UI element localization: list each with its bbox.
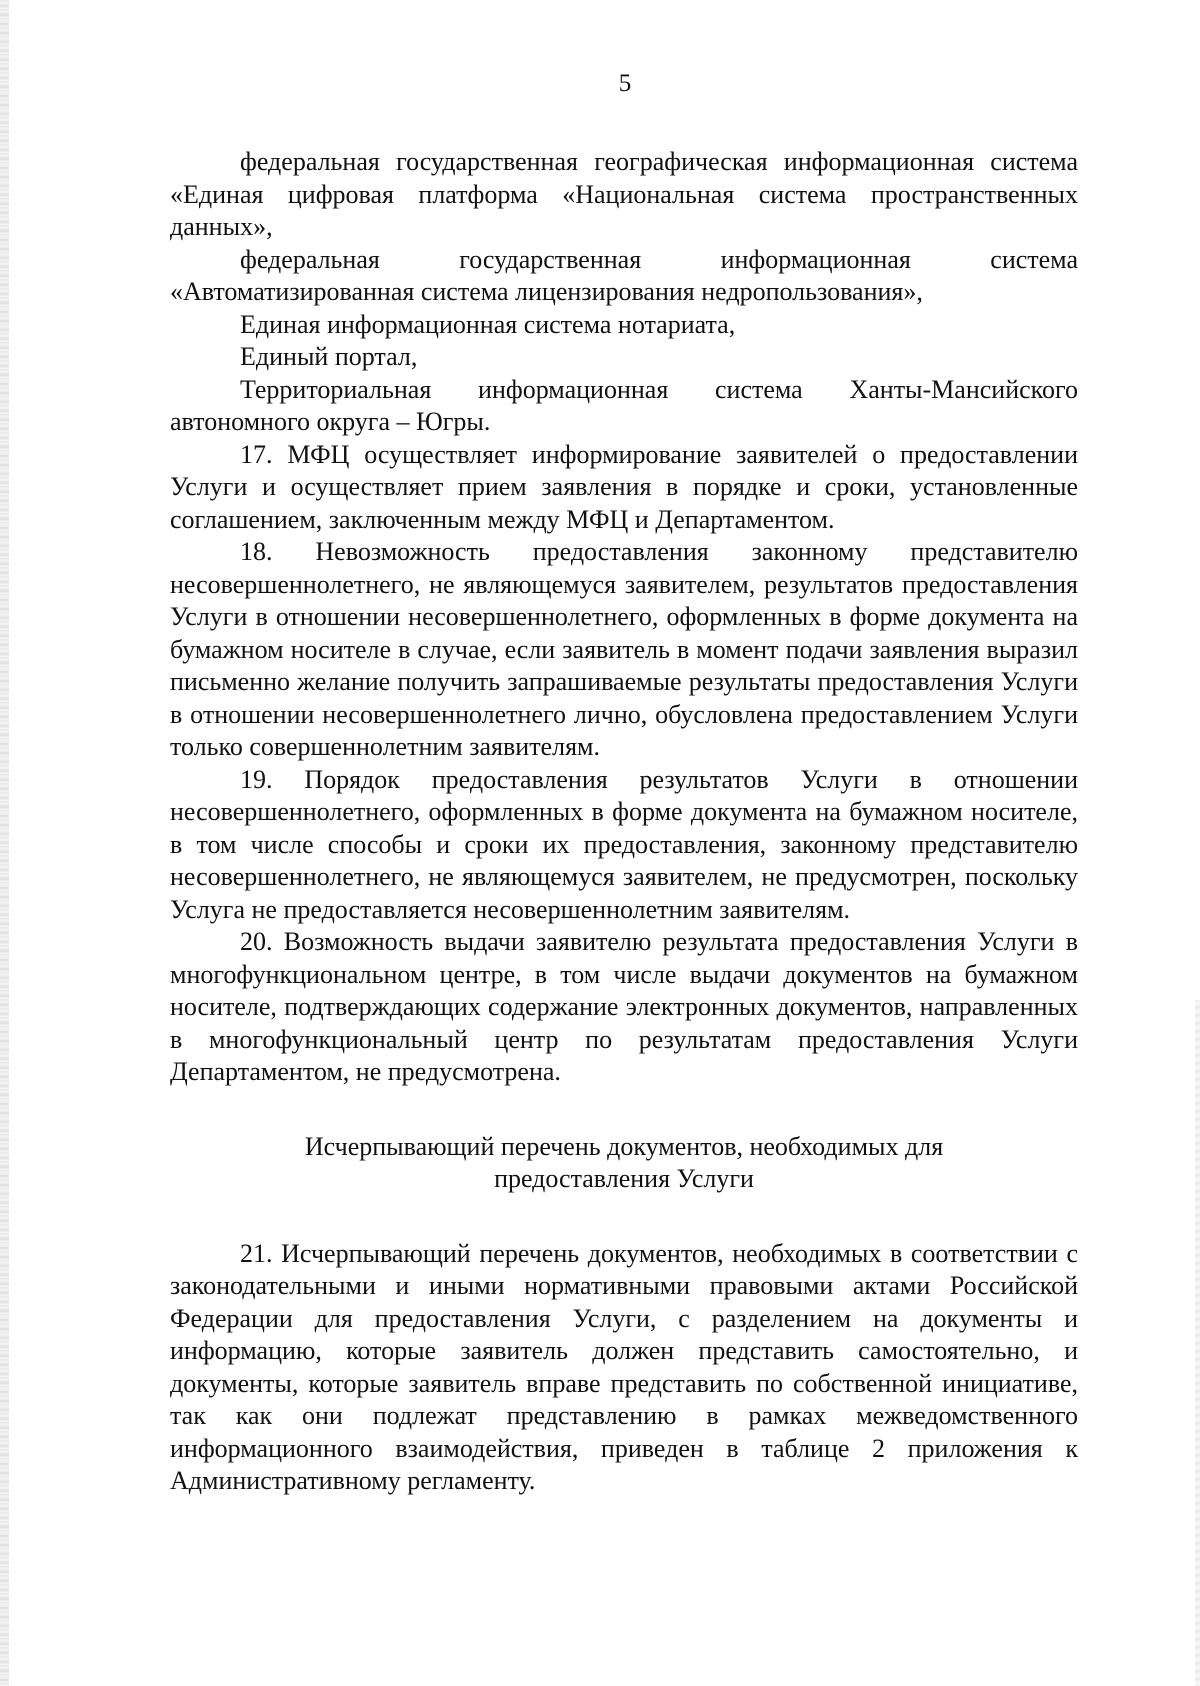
section-heading — [170, 1131, 1078, 1196]
paragraph-fgis-spatial-data: федеральная государственная географическая информационная система «Единая цифровая платформа «Национальная система пространственных данных», — [170, 147, 1078, 241]
paragraph-fgis-licensing: федеральная государственная информационная система «Автоматизированная система лицензирования недропользования», — [170, 244, 1078, 306]
paragraph-territorial-system: Территориальная информационная система Ханты-Мансийского автономного округа – Югры. — [170, 374, 1078, 436]
paragraph-18: 18. Невозможность предоставления законному представителю несовершеннолетнего, не являющемуся заявителем, результатов предоставления Услуги в отношении несовершеннолетнего, оформленных в форме документа на бумажном носителе в случае, если заявитель в момент подачи заявления выразил письменно желание получить запрашиваемые результаты предоставления Услуги в отношении несовершеннолетнего лично, обусловлена предоставлением Услуги только совершеннолетним заявителям. — [170, 537, 1078, 761]
paragraph-20: 20. Возможность выдачи заявителю результата предоставления Услуги в многофункциональном центре, в том числе выдачи документов на бумажном носителе, подтверждающих содержание электронных документов, направленных в многофункциональный центр по результатам предоставления Услуги Департаментом, не предусмотрена. — [170, 927, 1078, 1086]
scan-edge-left — [0, 0, 9, 1686]
document-body — [170, 146, 1078, 1498]
paragraph-unified-portal: Единый портал, — [240, 342, 418, 371]
section-heading-line-2: предоставления Услуги — [494, 1164, 754, 1193]
paragraph-19: 19. Порядок предоставления результатов Услуги в отношении несовершеннолетнего, оформленных в форме документа на бумажном носителе, в том числе способы и сроки их предоставления, законному представителю несовершеннолетнего, не являющемуся заявителем, не предусмотрен, поскольку Услуга не предоставляется несовершеннолетним заявителям. — [170, 764, 1078, 924]
scan-edge-right — [1195, 1000, 1200, 1686]
paragraph-21: 21. Исчерпывающий перечень документов, необходимых в соответствии с законодательными и иными нормативными правовыми актами Российской Федерации для предоставления Услуги, с разделением на документы и информацию, которые заявитель должен представить самостоятельно, и документы, которые заявитель вправе представить по собственной инициативе, так как они подлежат представлению в рамках межведомственного информационного взаимодействия, приведен в таблице 2 приложения к Административному регламенту. — [170, 1238, 1078, 1495]
paragraph-17: 17. МФЦ осуществляет информирование заявителей о предоставлении Услуги и осуществляет прием заявления в порядке и сроки, установленные соглашением, заключенным между МФЦ и Департаментом. — [170, 439, 1078, 534]
paragraph-notary-system: Единая информационная система нотариата, — [240, 309, 736, 339]
section-heading-line-1: Исчерпывающий перечень документов, необходимых для — [304, 1131, 944, 1161]
page-number: 5 — [618, 70, 632, 97]
